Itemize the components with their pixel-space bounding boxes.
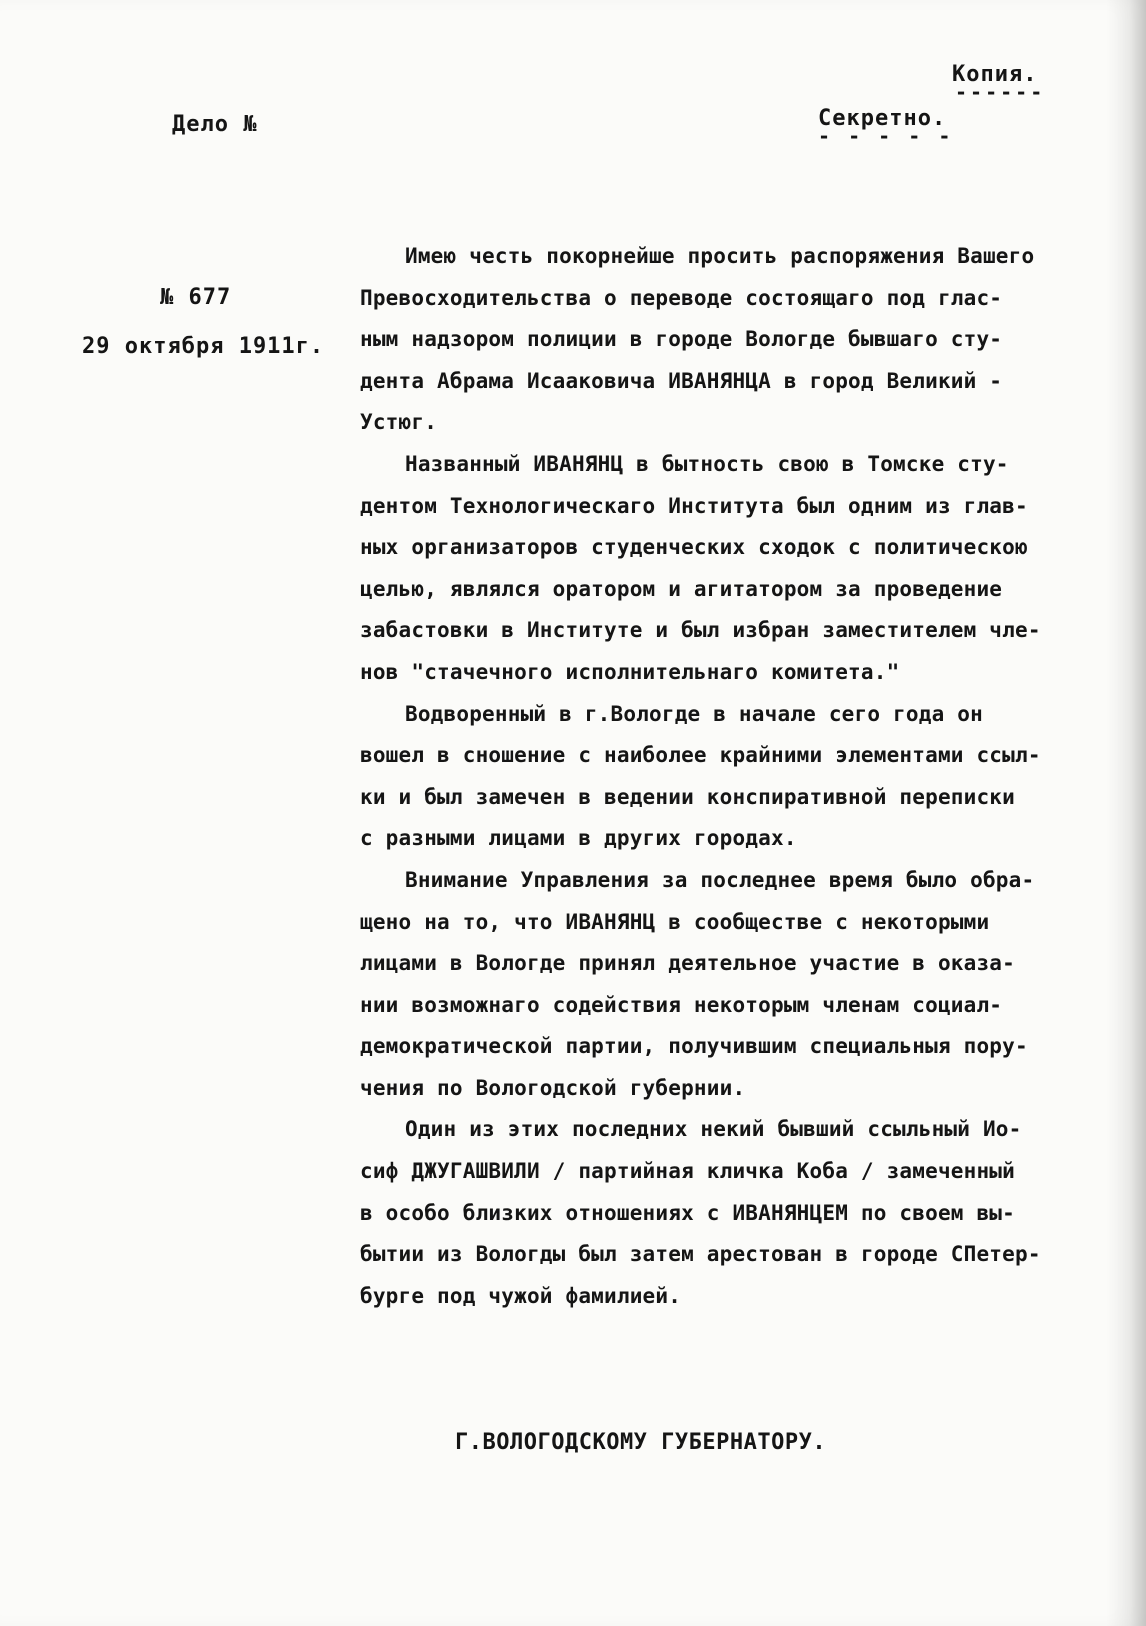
text-line: лицами в Вологде принял деятельное участие в оказа-: [360, 951, 1015, 976]
text-line: Внимание Управления за последнее время было обра-: [405, 867, 1035, 892]
paragraph: [360, 860, 1080, 1110]
copy-label: Копия.: [952, 62, 1038, 87]
text-line: ки и был замечен в ведении конспиративной переписки: [360, 784, 1015, 809]
text-line: забастовки в Институте и был избран заместителем чле-: [360, 618, 1041, 643]
text-line: Имею честь покорнейше просить распоряжения Вашего: [405, 244, 1035, 268]
paragraph: [360, 236, 1080, 444]
paragraph: [360, 444, 1080, 694]
text-line: дентом Технологическаго Института был одним из глав-: [360, 493, 1028, 518]
text-line: Превосходительства о переводе состоящаго под глас-: [360, 285, 1003, 310]
copy-underline: ------: [955, 80, 1046, 104]
text-line: целью, являлся оратором и агитатором за проведение: [360, 576, 1003, 601]
addressee: Г.ВОЛОГОДСКОМУ ГУБЕРНАТОРУ.: [455, 1430, 827, 1455]
text-line: вошел в сношение с наиболее крайними элементами ссыл-: [360, 743, 1041, 768]
text-line: Один из этих последних некий бывший ссыльный Ио-: [405, 1117, 1022, 1142]
text-line: дента Абрама Исааковича ИВАНЯНЦА в город Великий -: [360, 368, 1003, 393]
text-line: нии возможнаго содействия некоторым членам социал-: [360, 992, 1003, 1017]
secret-underline: - - - - -: [818, 124, 954, 148]
text-line: Водворенный в г.Вологде в начале сего года он: [405, 701, 983, 726]
text-line: бытии из Вологды был затем арестован в городе СПетер-: [360, 1242, 1041, 1267]
secret-label: Секретно.: [818, 106, 947, 131]
letter-body: [360, 236, 1080, 1317]
paragraph: [360, 1109, 1080, 1317]
text-line: нов "стачечного исполнительнаго комитета.": [360, 659, 900, 684]
text-line: демократической партии, получившим специальныя пору-: [360, 1034, 1028, 1059]
text-line: Названный ИВАНЯНЦ в бытность свою в Томске сту-: [405, 451, 1009, 476]
document-date: 29 октября 1911г.: [82, 334, 325, 359]
text-line: бурге под чужой фамилией.: [360, 1283, 682, 1308]
text-line: с разными лицами в других городах.: [360, 826, 797, 851]
text-line: ным надзором полиции в городе Вологде бывшаго сту-: [360, 327, 1003, 352]
case-number-label: Дело №: [172, 112, 258, 137]
paragraph: [360, 694, 1080, 860]
text-line: сиф ДЖУГАШВИЛИ / партийная кличка Коба / замеченный: [360, 1159, 1015, 1184]
outgoing-number: № 677: [160, 285, 232, 310]
text-line: чения по Вологодской губернии.: [360, 1075, 746, 1100]
text-line: ных организаторов студенческих сходок с политическою: [360, 535, 1028, 560]
paper-edge-shadow: [1106, 0, 1146, 1626]
text-line: в особо близких отношениях с ИВАНЯНЦЕМ по своем вы-: [360, 1200, 1015, 1225]
text-line: щено на то, что ИВАНЯНЦ в сообществе с некоторыми: [360, 909, 990, 934]
text-line: Устюг.: [360, 410, 438, 435]
